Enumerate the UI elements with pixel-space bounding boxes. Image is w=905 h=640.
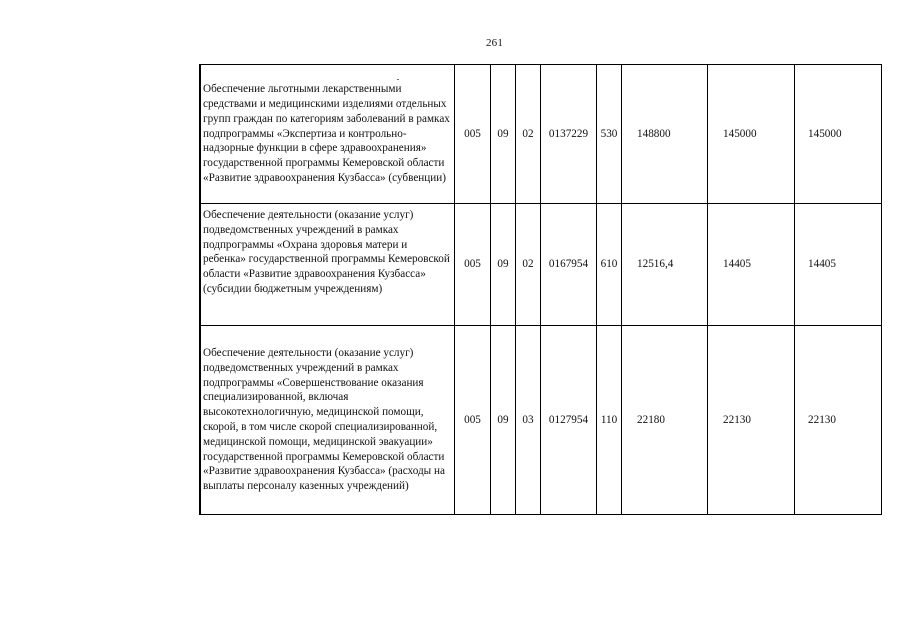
ved-code: 005 bbox=[455, 204, 491, 326]
pr-code: 02 bbox=[516, 65, 541, 204]
vr-code: 610 bbox=[597, 204, 622, 326]
vr-code: 110 bbox=[597, 326, 622, 515]
csr-code: 0167954 bbox=[541, 204, 597, 326]
table-row bbox=[200, 65, 882, 204]
vr-code: 530 bbox=[597, 65, 622, 204]
amount-3: 22130 bbox=[795, 326, 882, 515]
amount-2: 145000 bbox=[708, 65, 795, 204]
amount-1: 148800 bbox=[622, 65, 708, 204]
amount-2: 14405 bbox=[708, 204, 795, 326]
row-description: Обеспечение деятельности (оказание услуг) подведомственных учреждений в рамках подпрограммы «Охрана здоровья матери и ребенка» государственной программы Кемеровской области «Развитие здравоохранения Кузбасса» (субсидии бюджетным учреждениям) bbox=[200, 204, 455, 326]
ved-code: 005 bbox=[455, 326, 491, 515]
row-description: Обеспечение льготными лекарственными средствами и медицинскими изделиями отдельных групп граждан по категориям заболеваний в рамках подпрограммы «Экспертиза и контрольно-надзорные функции в сфере здравоохранения» государственной программы Кемеровской области «Развитие здравоохранения Кузбасса» (субвенции) bbox=[200, 65, 455, 204]
amount-1: 12516,4 bbox=[622, 204, 708, 326]
amount-3: 145000 bbox=[795, 65, 882, 204]
table-left-border bbox=[199, 64, 201, 514]
rz-code: 09 bbox=[491, 204, 516, 326]
rz-code: 09 bbox=[491, 326, 516, 515]
csr-code: 0127954 bbox=[541, 326, 597, 515]
page-number: 261 bbox=[485, 37, 504, 49]
amount-1: 22180 bbox=[622, 326, 708, 515]
pr-code: 02 bbox=[516, 204, 541, 326]
pr-code: 03 bbox=[516, 326, 541, 515]
table-row bbox=[200, 204, 882, 326]
rz-code: 09 bbox=[491, 65, 516, 204]
table-row bbox=[200, 326, 882, 515]
amount-2: 22130 bbox=[708, 326, 795, 515]
row-description: Обеспечение деятельности (оказание услуг) подведомственных учреждений в рамках подпрограммы «Совершенствование оказания специализированной, включая высокотехнологичную, медицинской помощи, скорой, в том числе скорой специализированной, медицинской помощи, медицинской эвакуации» государственной программы Кемеровской области «Развитие здравоохранения Кузбасса» (расходы на выплаты персоналу казенных учреждений) bbox=[200, 326, 455, 515]
ved-code: 005 bbox=[455, 65, 491, 204]
budget-table bbox=[199, 64, 882, 515]
amount-3: 14405 bbox=[795, 204, 882, 326]
csr-code: 0137229 bbox=[541, 65, 597, 204]
